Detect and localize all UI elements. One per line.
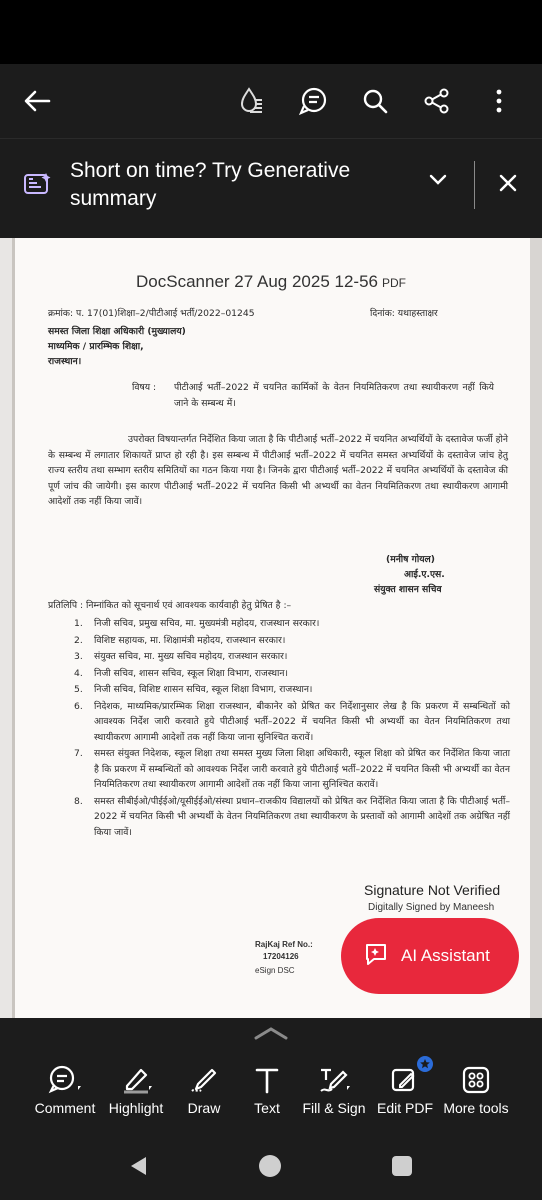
list-item: 6. निदेशक, माध्यमिक/प्रारम्भिक शिक्षा राजस्थान, बीकानेर को प्रेषित कर निर्देशानुसार लेख है कि प्रकरण में सम्बन्धितों को आवश्यक निर्देश जारी करवाते हुये पीटीआई भर्ती–2022 में चयनित किसी भी अभ्यर्थी का वेतन नियमितिकरण तथा स्थायीकरण आगामी आदेशों तक नहीं किया जाना सुनिश्चित करावें। <box>74 700 510 743</box>
close-icon[interactable] <box>498 173 518 198</box>
more-vertical-icon[interactable] <box>482 84 516 118</box>
page-gutter <box>530 238 542 1018</box>
comment-tool-label: Comment <box>34 1100 96 1116</box>
copy-heading: प्रतिलिपि : निम्नांकित को सूचनार्थ एवं आवश्यक कार्यवाही हेतु प्रेषित है :– <box>48 600 292 611</box>
nav-home-icon[interactable] <box>259 1155 281 1177</box>
fill-sign-tool-label: Fill & Sign <box>302 1100 366 1116</box>
bottom-toolbar <box>0 1018 542 1130</box>
share-icon[interactable] <box>420 84 454 118</box>
top-toolbar <box>0 64 542 138</box>
doc-header-suffix: PDF <box>381 276 406 290</box>
status-bar <box>0 0 542 64</box>
search-icon[interactable] <box>358 84 392 118</box>
generative-summary-banner[interactable] <box>0 138 542 231</box>
pdf-page[interactable] <box>12 238 530 1018</box>
more-tools-label: More tools <box>443 1100 509 1116</box>
generative-summary-text[interactable]: Short on time? Try Generative summary <box>70 159 351 210</box>
signatory-name: (मनीष गोयल) <box>386 554 435 565</box>
rajkaj-number: 17204126 <box>263 952 299 961</box>
doc-header <box>12 272 530 292</box>
list-item: 4. निजी सचिव, शासन सचिव, स्कूल शिक्षा विभाग, राजस्थान। <box>74 667 289 679</box>
ai-assistant-label[interactable]: AI Assistant <box>401 946 490 965</box>
ai-assistant-icon <box>363 941 389 972</box>
signature-status: Signature Not Verified <box>364 882 501 898</box>
body-paragraph: उपरोक्त विषयान्तर्गत निर्देशित किया जाता है कि पीटीआई भर्ती–2022 में चयनित अभ्यर्थियों के दस्तावेज फर्जी होने के सम्बन्ध में लगातार शिकायतें प्राप्त हो रही है। इस सम्बन्ध में पीटीआई भर्ती–2022 में चयनित समस्त अभ्यर्थियों के दस्तावेज जांच हेतु राज्य स्तरीय तथा सम्भाग स्तरीय समितियों का गठन किया गया है। जिनके द्वारा पीटीआई भर्ती–2022 में चयनित अभ्यर्थियों के दस्तावेज की पूर्ण जांच की जायेगी। इस कारण पीटीआई भर्ती–2022 में चयनित किसी भी अभ्यर्थी का वेतन नियमितिकरण तथा स्थायीकरण आगामी आदेशों तक नहीं किया जावें। <box>48 434 508 507</box>
highlight-tool-label: Highlight <box>108 1100 164 1116</box>
edit-pdf-tool-label: Edit PDF <box>376 1100 433 1116</box>
system-nav-bar <box>0 1130 542 1200</box>
text-tool-label: Text <box>254 1100 280 1116</box>
generative-summary-icon <box>22 171 52 204</box>
list-item: 8. समस्त सीबीईओ/पीईईओ/यूसीईईओ/संस्था प्रधान–राजकीय विद्यालयों को प्रेषित कर निर्देशित किया जाता है कि पीटीआई भर्ती–2022 में चयनित किसी भी अभ्यर्थी के वेतन नियमितिकरण तथा स्थायीकरण के प्रस्तावों को आगामी आदेशों तक अग्रेषित नहीं किया जावें। <box>74 795 510 838</box>
addressee-line-2: माध्यमिक / प्रारम्भिक शिक्षा, <box>48 341 144 352</box>
doc-header-title: DocScanner 27 Aug 2025 12-56 <box>136 272 378 291</box>
chevron-down-icon[interactable] <box>428 173 448 192</box>
drag-handle-icon[interactable] <box>253 1026 289 1045</box>
subject-label: विषय : <box>132 382 157 393</box>
signatory-service: आई.ए.एस. <box>404 569 445 580</box>
back-arrow-icon[interactable] <box>20 84 54 118</box>
signature-by: Digitally Signed by Maneesh <box>368 902 495 913</box>
subject-text: पीटीआई भर्ती–2022 में चयनित कार्मिकों के वेतन नियमितिकरण तथा स्थायीकरण नहीं किये जाने के सम्बन्ध में। <box>174 382 494 409</box>
ai-assistant-button[interactable] <box>341 918 519 994</box>
document-viewer[interactable] <box>0 238 542 1018</box>
list-item: 2. विशिष्ट सहायक, मा. शिक्षामंत्री महोदय, राजस्थान सरकार। <box>74 634 286 646</box>
ref-number: क्रमांक: प. 17(01)शिक्षा–2/पीटीआई भर्ती/2022–01245 <box>48 308 255 319</box>
more-tools-button[interactable] <box>428 1064 524 1116</box>
nav-recents-icon[interactable] <box>392 1156 412 1176</box>
copy-list-container <box>74 616 510 841</box>
list-item: 5. निजी सचिव, विशिष्ट शासन सचिव, स्कूल शिक्षा विभाग, राजस्थान। <box>74 684 313 695</box>
nav-back-icon[interactable] <box>128 1155 148 1182</box>
list-item: 1. निजी सचिव, प्रमुख सचिव, मा. मुख्यमंत्री महोदय, राजस्थान सरकार। <box>74 618 320 629</box>
liquid-mode-icon[interactable] <box>234 84 268 118</box>
addressee-line-3: राजस्थान। <box>48 356 82 367</box>
comment-list-icon[interactable] <box>296 84 330 118</box>
more-tools-icon <box>428 1064 524 1096</box>
copy-list <box>74 616 510 840</box>
addressee-line-1: समस्त जिला शिक्षा अधिकारी (मुख्यालय) <box>48 326 186 337</box>
rajkaj-label: RajKaj Ref No.: <box>255 940 313 949</box>
signatory-title: संयुक्त शासन सचिव <box>374 584 442 595</box>
page-edge <box>12 238 15 1018</box>
esign-label: eSign DSC <box>255 966 295 975</box>
banner-divider <box>474 161 475 209</box>
draw-tool-label: Draw <box>187 1100 221 1116</box>
ref-date: दिनांक: यथाहस्ताक्षर <box>370 308 438 319</box>
list-item: 7. समस्त संयुक्त निदेशक, स्कूल शिक्षा तथा समस्त मुख्य जिला शिक्षा अधिकारी, स्कूल शिक्षा को प्रेषित कर निर्देशित किया जाता है कि प्रकरण में सम्बन्धितों को आवश्यक निर्देश जारी करवाते हुये पीटीआई भर्ती–2022 में चयनित किसी भी अभ्यर्थी का वेतन नियमितिकरण तथा स्थायीकरण आगामी आदेशों तक नहीं किया जाना सुनिश्चित करावें। <box>74 748 510 790</box>
list-item: 3. संयुक्त सचिव, मा. मुख्य सचिव महोदय, राजस्थान सरकार। <box>74 651 288 662</box>
